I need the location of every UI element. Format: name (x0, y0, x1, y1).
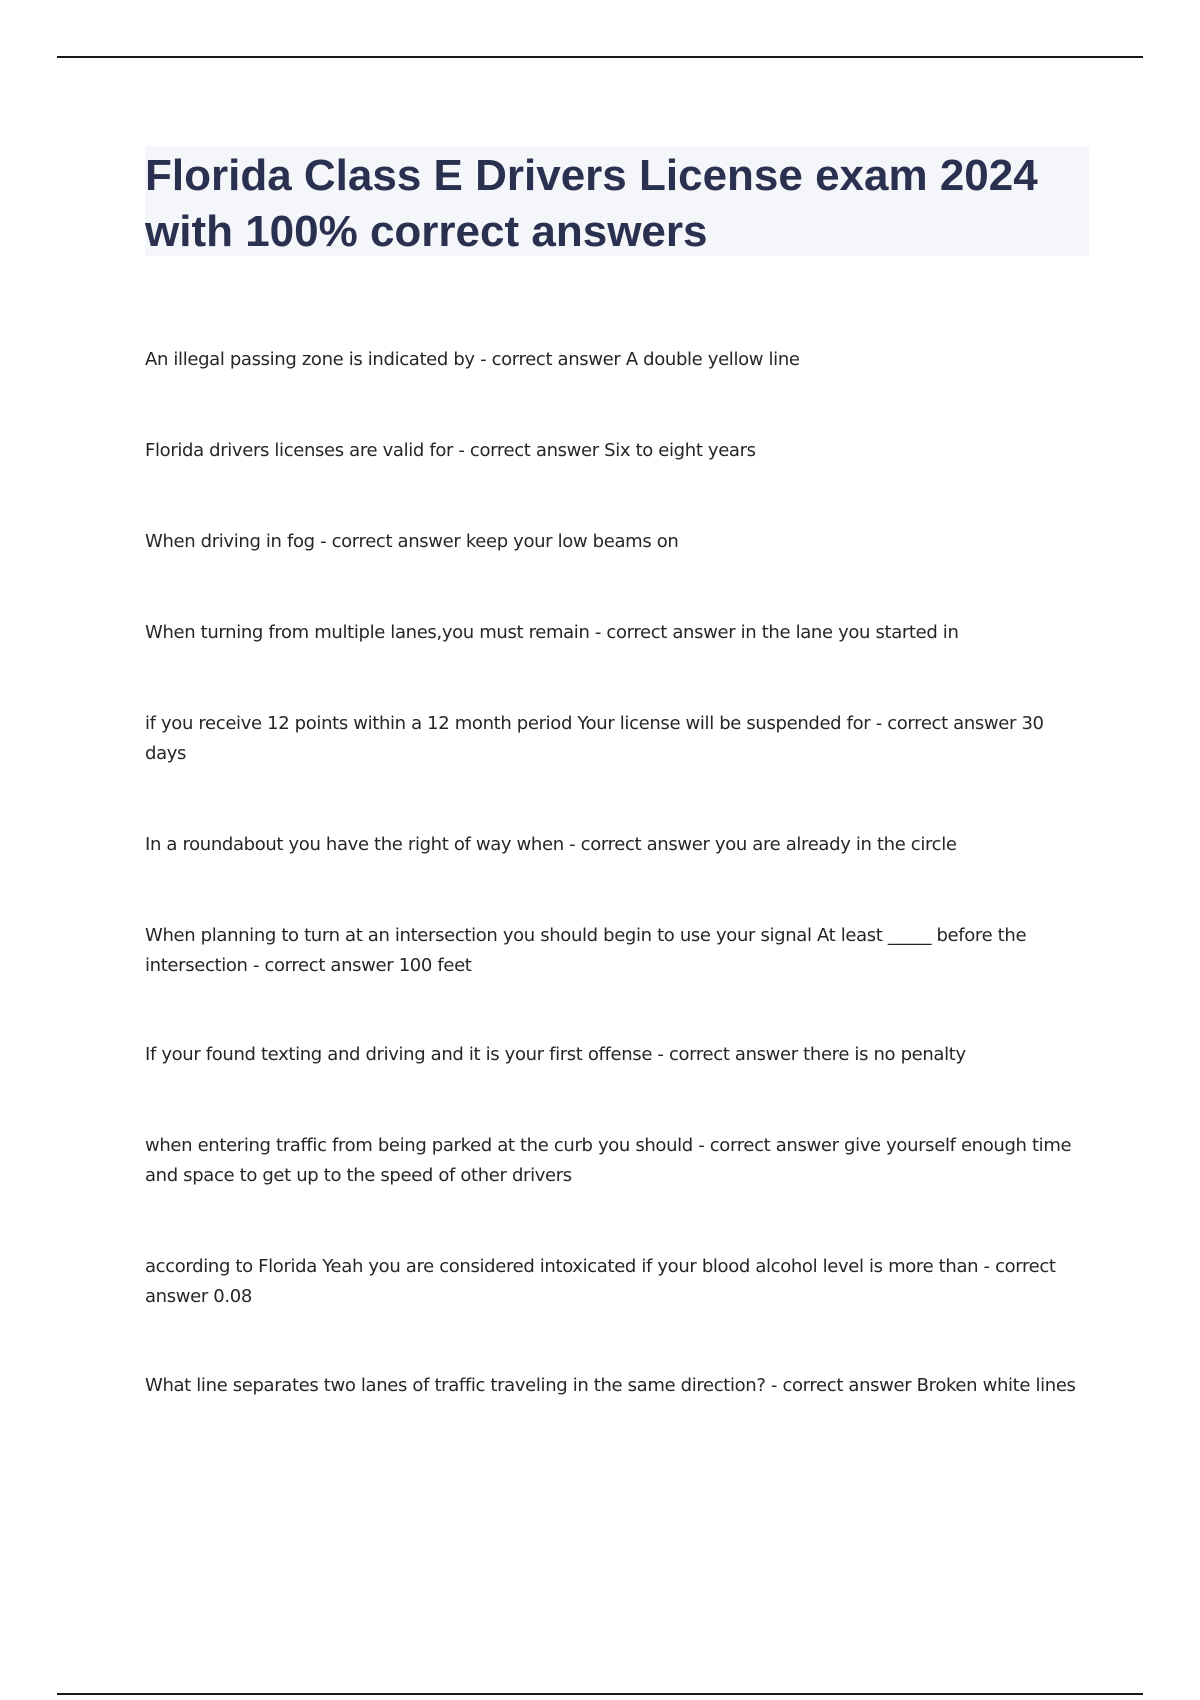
qa-item-3: When driving in fog - correct answer keep your low beams on (145, 531, 679, 552)
header-rule (57, 56, 1143, 58)
footer-rule (57, 1693, 1143, 1695)
qa-item-2: Florida drivers licenses are valid for - correct answer Six to eight years (145, 440, 756, 461)
qa-item-9: when entering traffic from being parked at the curb you should - correct answer give yourself enough time and space to get up to the speed of other drivers (145, 1135, 1072, 1186)
qa-item-5: if you receive 12 points within a 12 month period Your license will be suspended for - correct answer 30 days (145, 713, 1044, 764)
qa-item-4: When turning from multiple lanes,you must remain - correct answer in the lane you started in (145, 622, 959, 643)
qa-item-1: An illegal passing zone is indicated by - correct answer A double yellow line (145, 349, 800, 370)
title-block (145, 146, 1089, 256)
qa-item-7: When planning to turn at an intersection you should begin to use your signal At least _____ before the intersection - correct answer 100 feet (145, 925, 1027, 976)
qa-item-8: If your found texting and driving and it is your first offense - correct answer there is no penalty (145, 1044, 966, 1065)
qa-item-10: according to Florida Yeah you are considered intoxicated if your blood alcohol level is more than - correct answer 0.08 (145, 1256, 1056, 1307)
document-title: Florida Class E Drivers License exam 2024 with 100% correct answers (145, 151, 1038, 256)
qa-item-6: In a roundabout you have the right of way when - correct answer you are already in the circle (145, 834, 957, 855)
qa-item-11: What line separates two lanes of traffic traveling in the same direction? - correct answer Broken white lines (145, 1375, 1076, 1396)
